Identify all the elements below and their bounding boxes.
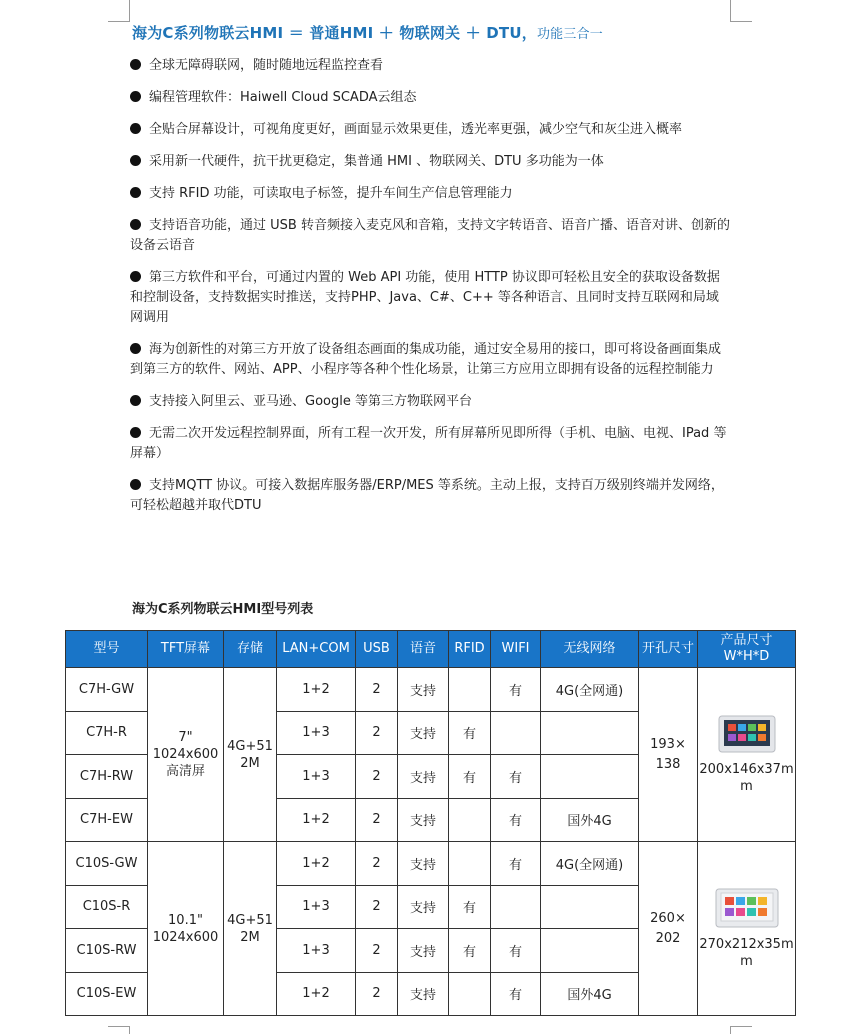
feature-text: 第三方软件和平台，可通过内置的 Web API 功能，使用 HTTP 协议即可轻松且安全的获取设备数据和控制设备，支持数据实时推送，支持PHP、Java、C#、C++ 等各种语言、且同时支持互联网和局域网调用 [130,270,720,325]
headline-sub: 功能三合一 [536,27,603,42]
header-rfid: RFID [449,631,491,668]
size-line: m [740,778,753,794]
voice-cell: 支持 [398,885,449,929]
header-product-size: 产品尺寸 W*H*D [698,631,796,668]
voice-cell: 支持 [398,755,449,799]
header-wireless: 无线网络 [541,631,639,668]
usb-cell: 2 [356,929,398,973]
table-title: 海为C系列物联云HMI型号列表 [132,602,314,617]
rfid-cell: 有 [449,885,491,929]
feature-item [130,268,730,328]
storage-line: 4G+51 [227,912,273,928]
feature-text: 支持 RFID 功能，可读取电子标签，提升车间生产信息管理能力 [149,186,513,201]
usb-cell: 2 [356,842,398,886]
voice-cell: 支持 [398,798,449,842]
wireless-cell: 4G(全网通) [541,842,639,886]
header-usb: USB [356,631,398,668]
feature-text: 无需二次开发远程控制界面，所有工程一次开发，所有屏幕所见即所得（手机、电脑、电视、IPad 等屏幕） [130,426,727,461]
header-model: 型号 [66,631,148,668]
size-line: 270x212x35m [699,936,794,952]
product-size-cell [698,842,796,1016]
bullet-dot-icon [130,219,141,230]
lan-com-cell: 1+3 [277,929,356,973]
bullet-dot-icon [130,479,141,490]
usb-cell: 2 [356,711,398,755]
feature-text: 采用新一代硬件，抗干扰更稳定，集普通 HMI 、物联网关、DTU 多功能为一体 [149,154,604,169]
header-lan-com: LAN+COM [277,631,356,668]
size-line: 200x146x37m [699,761,794,777]
crop-mark-top-left [108,0,130,22]
bullet-dot-icon [130,155,141,166]
screen-line: 高清屏 [165,764,205,779]
feature-item [130,424,730,464]
bullet-dot-icon [130,343,141,354]
feature-text: 支持接入阿里云、亚马逊、Google 等第三方物联网平台 [149,394,472,409]
hmi-device-7-image [718,715,776,753]
rfid-cell [449,842,491,886]
model-cell: C7H-EW [66,798,148,842]
bullet-dot-icon [130,427,141,438]
wifi-cell: 有 [491,929,541,973]
wireless-cell: 国外4G [541,972,639,1016]
cutout-line: 260× [650,910,686,926]
feature-item [130,56,730,76]
header-screen: TFT屏幕 [148,631,224,668]
feature-item [130,392,730,412]
model-table [65,630,796,1016]
header-storage: 存储 [224,631,277,668]
voice-cell: 支持 [398,668,449,712]
rfid-cell: 有 [449,929,491,973]
feature-text: 支持语音功能，通过 USB 转音频接入麦克风和音箱，支持文字转语音、语音广播、语音对讲、创新的设备云语音 [130,218,730,253]
lan-com-cell: 1+2 [277,668,356,712]
feature-item [130,184,730,204]
feature-text: 全球无障碍联网，随时随地远程监控查看 [149,58,384,73]
feature-text: 支持MQTT 协议。可接入数据库服务器/ERP/MES 等系统。主动上报，支持百万级别终端并发网络，可轻松超越并取代DTU [130,478,724,513]
feature-text: 海为创新性的对第三方开放了设备组态画面的集成功能，通过安全易用的接口，即可将设备画面集成到第三方的软件、网站、APP、小程序等各种个性化场景，让第三方应用立即拥有设备的远程控制能力 [130,342,722,377]
model-cell: C7H-GW [66,668,148,712]
storage-line: 4G+51 [227,738,273,754]
storage-line: 2M [240,755,260,771]
rfid-cell [449,798,491,842]
screen-cell [148,668,224,842]
wifi-cell: 有 [491,755,541,799]
lan-com-cell: 1+3 [277,711,356,755]
storage-cell [224,842,277,1016]
voice-cell: 支持 [398,842,449,886]
voice-cell: 支持 [398,972,449,1016]
table-header-row [66,631,796,668]
wireless-cell: 4G(全网通) [541,668,639,712]
usb-cell: 2 [356,972,398,1016]
model-cell: C10S-R [66,885,148,929]
wireless-cell [541,755,639,799]
screen-line: 1024x600 [152,929,219,945]
usb-cell: 2 [356,798,398,842]
screen-cell [148,842,224,1016]
cutout-line: 193× [650,736,686,752]
usb-cell: 2 [356,755,398,799]
feature-item [130,88,730,108]
hmi-device-10-image [715,888,779,928]
crop-mark-bottom-left [108,1026,130,1034]
wifi-cell: 有 [491,972,541,1016]
lan-com-cell: 1+2 [277,798,356,842]
wireless-cell [541,885,639,929]
rfid-cell: 有 [449,755,491,799]
bullet-dot-icon [130,187,141,198]
feature-list [130,56,730,528]
cutout-line: 202 [655,930,681,946]
rfid-cell: 有 [449,711,491,755]
bullet-dot-icon [130,123,141,134]
storage-cell [224,668,277,842]
cutout-cell [639,668,698,842]
voice-cell: 支持 [398,711,449,755]
cutout-cell [639,842,698,1016]
lan-com-cell: 1+2 [277,842,356,886]
wifi-cell [491,711,541,755]
table-row [66,842,796,886]
storage-line: 2M [240,929,260,945]
feature-item [130,476,730,516]
page-headline [132,22,603,43]
feature-text: 编程管理软件：Haiwell Cloud SCADA云组态 [149,90,417,105]
voice-cell: 支持 [398,929,449,973]
model-cell: C10S-RW [66,929,148,973]
bullet-dot-icon [130,395,141,406]
wifi-cell: 有 [491,798,541,842]
headline-main: 海为C系列物联云HMI ＝ 普通HMI ＋ 物联网关 ＋ DTU， [132,24,537,42]
model-cell: C7H-R [66,711,148,755]
model-cell: C10S-GW [66,842,148,886]
feature-item [130,340,730,380]
rfid-cell [449,972,491,1016]
bullet-dot-icon [130,59,141,70]
header-cutout: 开孔尺寸 [639,631,698,668]
feature-text: 全贴合屏幕设计，可视角度更好，画面显示效果更佳，透光率更强，减少空气和灰尘进入概率 [149,122,683,137]
table-row [66,668,796,712]
crop-mark-top-right [730,0,752,22]
screen-line: 10.1" [168,912,203,928]
lan-com-cell: 1+3 [277,885,356,929]
usb-cell: 2 [356,668,398,712]
wireless-cell: 国外4G [541,798,639,842]
crop-mark-bottom-right [730,1026,752,1034]
lan-com-cell: 1+2 [277,972,356,1016]
model-cell: C10S-EW [66,972,148,1016]
wifi-cell: 有 [491,842,541,886]
size-line: m [740,953,753,969]
lan-com-cell: 1+3 [277,755,356,799]
usb-cell: 2 [356,885,398,929]
screen-line: 1024x600 [152,747,219,762]
bullet-dot-icon [130,91,141,102]
wireless-cell [541,929,639,973]
wifi-cell [491,885,541,929]
feature-item [130,120,730,140]
product-size-cell [698,668,796,842]
cutout-line: 138 [655,756,681,772]
feature-item [130,152,730,172]
wifi-cell: 有 [491,668,541,712]
header-wifi: WIFI [491,631,541,668]
header-voice: 语音 [398,631,449,668]
rfid-cell [449,668,491,712]
bullet-dot-icon [130,271,141,282]
screen-line: 7" [178,730,193,745]
feature-item [130,216,730,256]
model-cell: C7H-RW [66,755,148,799]
wireless-cell [541,711,639,755]
